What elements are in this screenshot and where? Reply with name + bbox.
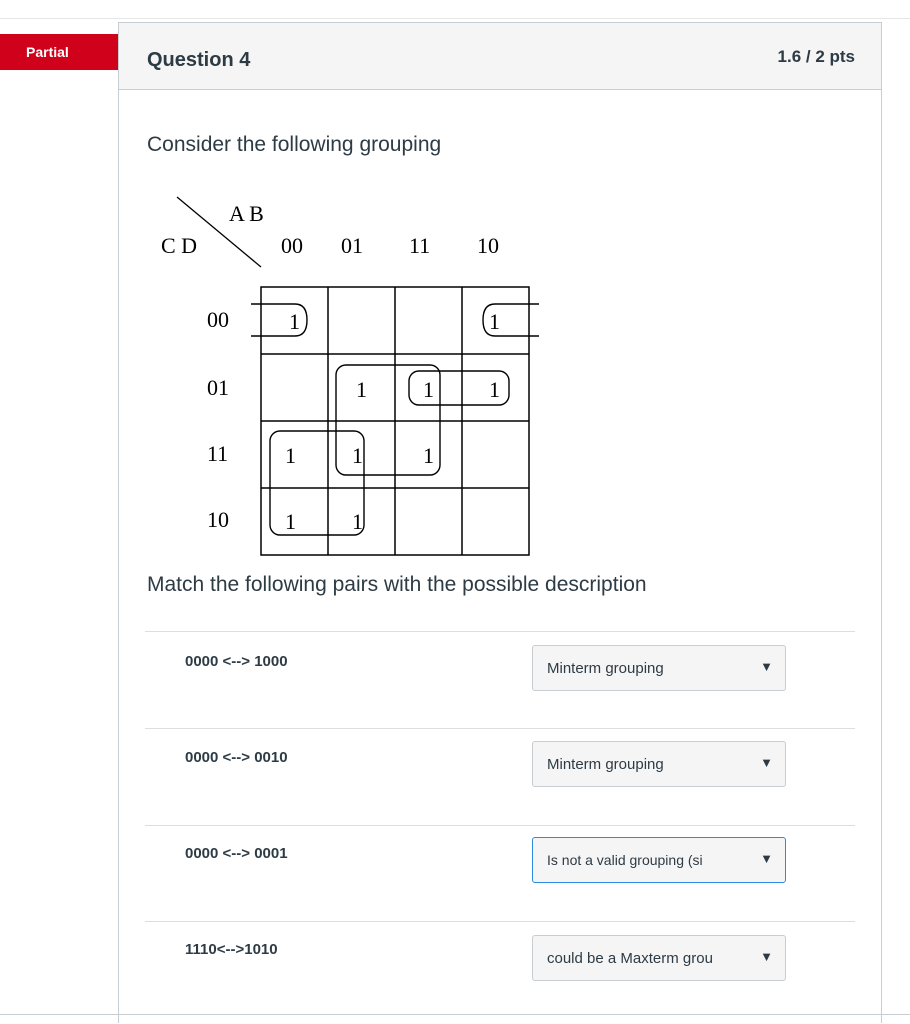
kmap-row-header: 01 [207, 375, 229, 400]
kmap-cell: 1 [289, 309, 300, 334]
kmap-row-var: C D [161, 233, 198, 258]
match-dropdown[interactable] [532, 645, 786, 691]
caret-down-icon: ▼ [760, 851, 773, 866]
kmap-row-header: 11 [207, 441, 229, 466]
match-dropdown[interactable] [532, 741, 786, 787]
kmap-cell: 1 [285, 509, 296, 534]
row-divider [145, 728, 855, 729]
dropdown-value: could be a Maxterm grou [547, 950, 713, 967]
kmap-cell: 1 [285, 443, 296, 468]
caret-down-icon: ▼ [760, 949, 773, 964]
kmap-row-header: 10 [207, 507, 229, 532]
kmap-cell: 1 [352, 443, 363, 468]
match-pair-label: 1110<-->1010 [185, 941, 278, 958]
bottom-divider [0, 1014, 910, 1015]
kmap-cell: 1 [423, 377, 434, 402]
match-pair-label: 0000 <--> 0010 [185, 749, 288, 766]
question-prompt: Consider the following grouping [147, 133, 442, 156]
kmap-col-header: 01 [341, 233, 363, 258]
row-divider [145, 825, 855, 826]
match-dropdown[interactable] [532, 837, 786, 883]
match-pair-label: 0000 <--> 0001 [185, 845, 288, 862]
kmap-cell: 1 [423, 443, 434, 468]
kmap-col-var: A B [229, 201, 264, 226]
kmap-row-header: 00 [207, 307, 229, 332]
question-title: Question 4 [147, 49, 251, 71]
question-header [119, 23, 881, 90]
dropdown-value: Is not a valid grouping (si [547, 852, 703, 868]
kmap-cell: 1 [356, 377, 367, 402]
match-dropdown[interactable] [532, 935, 786, 981]
kmap-col-header: 10 [477, 233, 499, 258]
question-card [118, 22, 882, 1023]
kmap-cell: 1 [489, 309, 500, 334]
kmap-col-header: 11 [409, 233, 431, 258]
kmap-col-header: 00 [281, 233, 303, 258]
dropdown-value: Minterm grouping [547, 756, 664, 773]
top-divider [0, 18, 910, 19]
match-instruction: Match the following pairs with the possible description [147, 573, 647, 596]
kmap-cell: 1 [489, 377, 500, 402]
dropdown-value: Minterm grouping [547, 660, 664, 677]
row-divider [145, 921, 855, 922]
status-badge-label: Partial [26, 44, 69, 60]
caret-down-icon: ▼ [760, 755, 773, 770]
caret-down-icon: ▼ [760, 659, 773, 674]
match-pair-label: 0000 <--> 1000 [185, 653, 288, 670]
question-points: 1.6 / 2 pts [777, 47, 855, 66]
karnaugh-map [155, 193, 575, 563]
row-divider [145, 631, 855, 632]
kmap-cell: 1 [352, 509, 363, 534]
